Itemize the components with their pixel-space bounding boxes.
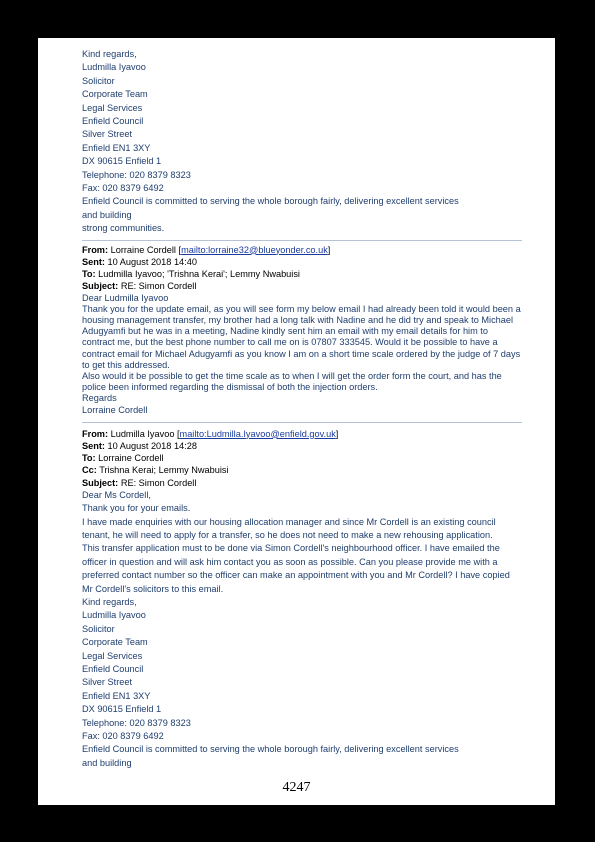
body-paragraph: Also would it be possible to get the time scale as to when I will get the order form the court, and has the police been informed regarding the dismissal of both the injection orders. <box>82 370 502 393</box>
cc-label: Cc: <box>82 465 97 476</box>
sent-value: 10 August 2018 14:28 <box>107 440 197 451</box>
sent-row <box>82 440 522 452</box>
signature-block-top <box>82 48 522 236</box>
to-row <box>82 268 522 280</box>
subject-label: Subject: <box>82 477 119 488</box>
subject-row <box>82 477 522 489</box>
sig-line: Legal Services <box>82 650 143 661</box>
email-body-1 <box>82 293 522 416</box>
greeting: Dear Ludmilla Iyavoo <box>82 292 169 303</box>
email-body-2 <box>82 489 522 596</box>
subject-row <box>82 280 522 292</box>
cc-value: Trishna Kerai; Lemmy Nwabuisi <box>99 465 229 476</box>
sig-line: DX 90615 Enfield 1 <box>82 704 162 715</box>
body-paragraph: Thank you for the update email, as you will see form my below email I had already been told it would been a housing management transfer, my brother had a long talk with Nadine and he did try and speak to Michael Adugyamfi but he was in a meeting, Nadine kindly sent him an email with my email details for him to contract me, but the best phone number to call me on is 07807 333545. Would it be possible to have a contract email for Michael Adugyamfi as you know I am on a short time scale ordered by the judge of 7 days to get this addressed. <box>82 303 521 370</box>
from-label: From: <box>82 428 109 439</box>
to-value: Lorraine Cordell <box>98 453 164 464</box>
to-label: To: <box>82 269 96 280</box>
sig-line: Kind regards, <box>82 597 137 607</box>
sent-label: Sent: <box>82 440 105 451</box>
email-thread <box>82 48 522 770</box>
subject-value: RE: Simon Cordell <box>120 281 197 292</box>
sent-row <box>82 256 522 268</box>
from-row: From: Ludmilla Iyavoo [mailto:Ludmilla.Iyavoo@enfield.gov.uk] <box>82 428 339 439</box>
from-row: From: Lorraine Cordell [mailto:lorraine32@blueyonder.co.uk] <box>82 244 331 255</box>
from-name: Lorraine Cordell <box>110 244 176 255</box>
sig-line: Kind regards, <box>82 49 137 59</box>
sig-line: Silver Street <box>82 129 133 140</box>
to-label: To: <box>82 453 96 464</box>
email-header-1 <box>82 244 522 293</box>
sig-line: Telephone: 020 8379 8323 <box>82 169 191 180</box>
from-label: From: <box>82 244 109 255</box>
to-row <box>82 452 522 464</box>
sig-line: Legal Services <box>82 102 143 113</box>
sig-line: Enfield EN1 3XY <box>82 142 151 153</box>
commitment-line: Enfield Council is committed to serving the whole borough fairly, delivering excellent services <box>82 744 459 755</box>
document-page <box>38 38 555 805</box>
sig-line: Corporate Team <box>82 89 148 100</box>
separator <box>82 240 522 241</box>
subject-value: RE: Simon Cordell <box>120 477 197 488</box>
sig-line: Solicitor <box>82 75 115 86</box>
greeting: Dear Ms Cordell, <box>82 489 151 500</box>
commitment-line: Enfield Council is committed to serving the whole borough fairly, delivering excellent services <box>82 196 459 207</box>
email-header-2 <box>82 428 522 489</box>
sig-line: Enfield Council <box>82 664 144 675</box>
closing: Regards <box>82 393 117 404</box>
commitment-line: and building <box>82 757 132 768</box>
page-number: 4247 <box>282 780 311 795</box>
sig-line: Fax: 020 8379 6492 <box>82 731 164 742</box>
from-name: Ludmilla Iyavoo <box>110 428 175 439</box>
sig-line: Telephone: 020 8379 8323 <box>82 717 191 728</box>
to-value: Ludmilla Iyavoo; 'Trishna Kerai'; Lemmy Nwabuisi <box>98 269 300 280</box>
sig-line: DX 90615 Enfield 1 <box>82 156 162 167</box>
signature-block-bottom <box>82 596 522 770</box>
commitment-line: strong communities. <box>82 223 165 234</box>
sig-line: Solicitor <box>82 623 115 634</box>
sig-line: Fax: 020 8379 6492 <box>82 183 164 194</box>
sig-line: Ludmilla Iyavoo <box>82 610 146 621</box>
mailto-link[interactable]: mailto:lorraine32@blueyonder.co.uk <box>181 244 328 255</box>
cc-row <box>82 464 522 476</box>
thanks-line: Thank you for your emails. <box>82 503 191 514</box>
sent-value: 10 August 2018 14:40 <box>107 256 197 267</box>
commitment-line: and building <box>82 209 132 220</box>
sent-label: Sent: <box>82 256 105 267</box>
body-paragraph: This transfer application must to be done via Simon Cordell's neighbourhood officer. I have emailed the officer in question and will ask him contact you as soon as possible. Can you please provide me with a preferred contact number so the officer can make an appointment with you and Mr Cordell? I have copied Mr Cordell's solicitors to this email. <box>82 543 510 594</box>
sender-name: Lorraine Cordell <box>82 404 148 415</box>
sig-line: Enfield EN1 3XY <box>82 690 151 701</box>
mailto-link[interactable]: mailto:Ludmilla.Iyavoo@enfield.gov.uk <box>179 428 336 439</box>
body-paragraph: I have made enquiries with our housing allocation manager and since Mr Cordell is an existing council tenant, he will need to apply for a transfer, so he does not need to make a new rehousing application. <box>82 516 496 540</box>
sig-line: Corporate Team <box>82 637 148 648</box>
sig-line: Ludmilla Iyavoo <box>82 62 146 73</box>
separator <box>82 422 522 423</box>
subject-label: Subject: <box>82 281 119 292</box>
sig-line: Enfield Council <box>82 116 144 127</box>
sig-line: Silver Street <box>82 677 133 688</box>
